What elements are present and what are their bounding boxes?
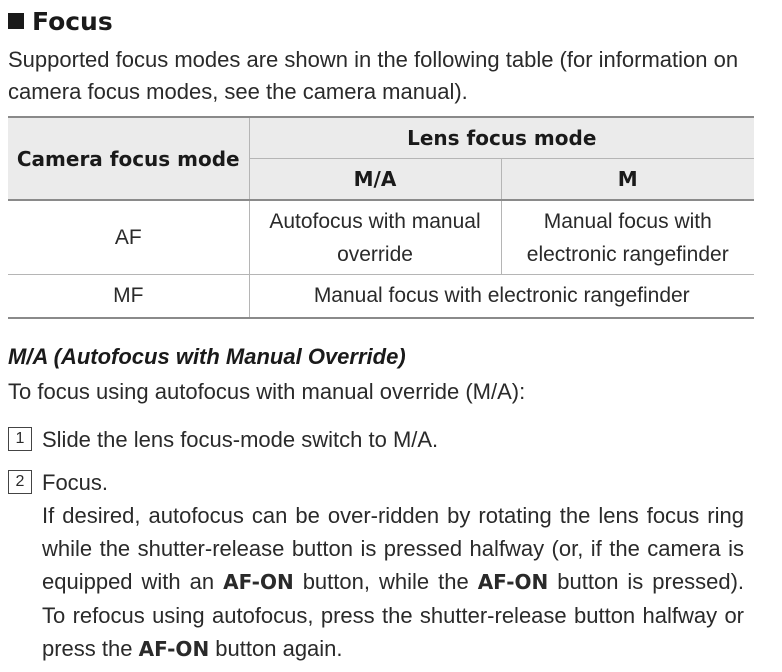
step-number-2: 2 (8, 470, 32, 494)
desc-text: button again. (209, 636, 343, 661)
lens-mode-m-header: M (501, 159, 754, 201)
camera-mode-cell: AF (8, 200, 249, 275)
lead-text: To focus using autofocus with manual override (M/A): (8, 379, 526, 404)
desc-text: button is pressed). To refocus using autofocus, press the shutter-release button halfway or press the (42, 569, 745, 661)
section-heading (8, 4, 113, 38)
af-on-button-label: AF-ON (138, 637, 210, 661)
step-2-text: Focus. (42, 470, 109, 495)
af-on-button-label: AF-ON (477, 570, 549, 594)
step-2-description (42, 499, 744, 666)
subheading: M/A (Autofocus with Manual Override) (8, 344, 406, 369)
merged-lens-cell: Manual focus with electronic rangefinder (249, 275, 754, 319)
step-1 (8, 423, 744, 456)
lens-mode-ma-header: M/A (249, 159, 501, 201)
camera-mode-cell: MF (8, 275, 249, 319)
step-1-text: Slide the lens focus-mode switch to M/A. (42, 427, 439, 452)
black-square-icon (8, 13, 24, 29)
step-number-1: 1 (8, 427, 32, 451)
intro-paragraph: Supported focus modes are shown in the following table (for information on camera focus modes, see the camera manual). (8, 47, 739, 104)
table-row (8, 275, 754, 319)
step-2 (8, 466, 744, 666)
desc-text: If desired, autofocus can be over-ridden by rotating the lens focus ring while the shutter-release button is pressed halfway (or, if the camera is equipped with an (42, 503, 744, 594)
m-cell: Manual focus with electronic rangefinder (501, 200, 754, 275)
focus-mode-table (8, 116, 754, 319)
af-on-button-label: AF-ON (223, 570, 294, 594)
section-title: Focus (32, 6, 113, 36)
ma-cell: Autofocus with manual override (249, 200, 501, 275)
desc-text: button, while the (293, 569, 478, 594)
lens-focus-mode-header: Lens focus mode (249, 117, 754, 159)
camera-focus-mode-header: Camera focus mode (8, 117, 249, 200)
table-row (8, 200, 754, 275)
